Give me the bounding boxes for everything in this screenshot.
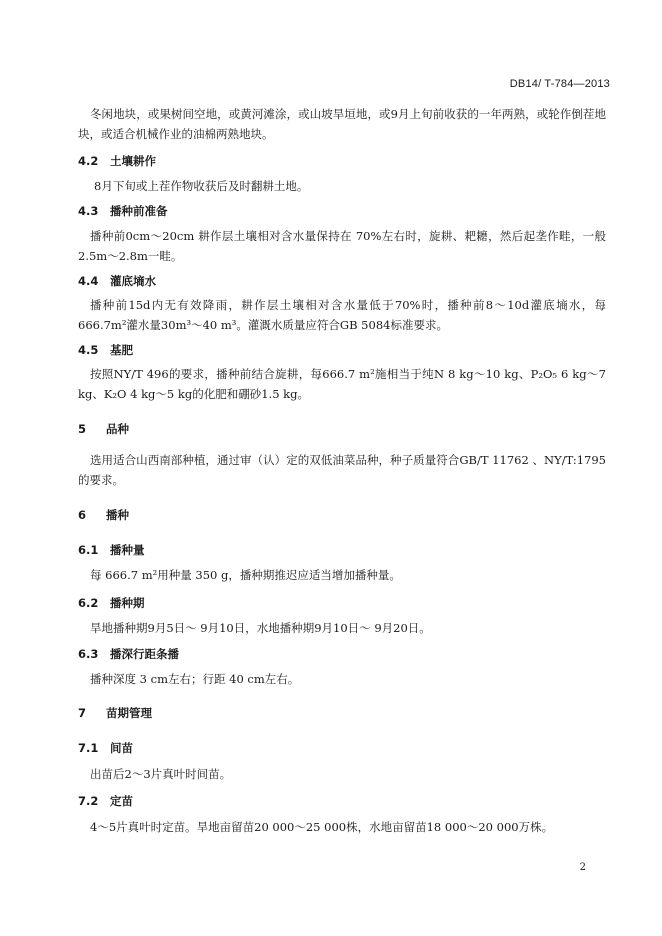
section-heading-4-5: [78, 342, 133, 358]
section-number: 4.2: [78, 154, 99, 168]
section-heading-5: [78, 421, 129, 437]
section-title: 播种: [106, 508, 129, 522]
section-title: 间苗: [110, 741, 133, 755]
section-title: 基肥: [110, 343, 133, 357]
section-title: 灌底墒水: [110, 274, 156, 288]
section-heading-4-3: [78, 203, 168, 219]
section-number: 5: [78, 422, 87, 436]
section-title: 播种期: [110, 596, 145, 610]
section-heading-7-2: [78, 793, 133, 809]
paragraph-7-1: 出苗后2～3片真叶时间苗。: [90, 767, 232, 781]
paragraph-7-2: 4～5片真叶时定苗。旱地亩留苗20 000～25 000株，水地亩留苗18 000～20 000万株。: [90, 820, 554, 834]
section-heading-4-2: [78, 153, 156, 169]
section-heading-6-2: [78, 595, 145, 611]
section-heading-7-1: [78, 740, 133, 756]
section-heading-7: [78, 705, 152, 721]
section-number: 7.1: [78, 741, 99, 755]
section-title: 品种: [106, 422, 129, 436]
page-number: 2: [579, 862, 586, 873]
section-title: 播种量: [110, 543, 145, 557]
paragraph-4-2: 8月下旬或上茬作物收获后及时翻耕土地。: [94, 179, 309, 193]
section-title: 苗期管理: [106, 706, 152, 720]
section-title: 播种前准备: [110, 204, 168, 218]
section-number: 4.5: [78, 343, 99, 357]
section-number: 6.2: [78, 596, 99, 610]
section-number: 4.3: [78, 204, 99, 218]
paragraph-4-3: 播种前0cm～20cm 耕作层土壤相对含水量保持在 70%左右时，旋耕、耙耱，然后起垄作畦，一般2.5m～2.8m一畦。: [78, 229, 606, 263]
section-heading-6-1: [78, 542, 145, 558]
paragraph-4-4: 播种前15d内无有效降雨，耕作层土壤相对含水量低于70%时，播种前8～10d灌底墒水，每666.7m²灌水量30m³～40 m³。灌溉水质量应符合GB 5084标准要求。: [78, 298, 606, 332]
section-heading-4-4: [78, 273, 156, 289]
section-number: 4.4: [78, 274, 99, 288]
section-number: 7: [78, 706, 87, 720]
section-number: 6: [78, 508, 87, 522]
paragraph-6-2: 旱地播种期9月5日～ 9月10日，水地播种期9月10日～ 9月20日。: [90, 621, 431, 635]
section-heading-6-3: [78, 646, 179, 662]
paragraph-6-1: 每 666.7 m²用种量 350 g，播种期推迟应适当增加播种量。: [90, 568, 401, 582]
paragraph-4-5: 按照NY/T 496的要求，播种前结合旋耕，每666.7 m²施相当于纯N 8 kg～10 kg、P₂O₅ 6 kg～7 kg、K₂O 4 kg～5 kg的化肥和硼砂1.5 kg。: [78, 367, 606, 401]
document-code: DB14/ T-784—2013: [509, 78, 610, 90]
section-title: 土壤耕作: [110, 154, 156, 168]
section-number: 6.3: [78, 647, 99, 661]
paragraph-5: 选用适合山西南部种植，通过审（认）定的双低油菜品种，种子质量符合GB/T 11762 、NY/T:1795的要求。: [78, 453, 606, 487]
paragraph-6-3: 播种深度 3 cm左右；行距 40 cm左右。: [90, 672, 300, 686]
section-title: 定苗: [110, 794, 133, 808]
section-number: 6.1: [78, 543, 99, 557]
section-number: 7.2: [78, 794, 99, 808]
section-heading-6: [78, 507, 129, 523]
paragraph-4-1-cont: 冬闲地块，或果树间空地，或黄河滩涂，或山坡旱垣地，或9月上旬前收获的一年两熟，或轮作倒茬地块，或适合机械作业的油棉两熟地块。: [78, 107, 606, 141]
section-title: 播深行距条播: [110, 647, 179, 661]
